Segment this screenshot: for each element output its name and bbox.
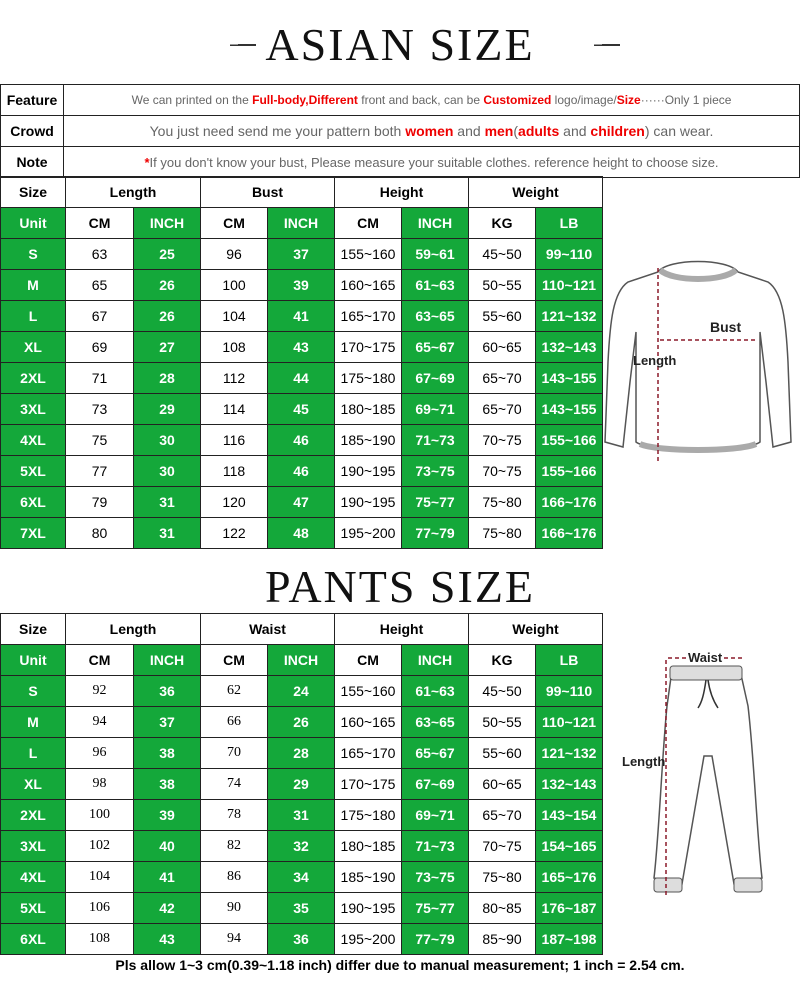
header-length: Length	[66, 177, 201, 208]
note-text: *If you don't know your bust, Please measure your suitable clothes. reference height to choose size.	[64, 147, 800, 178]
table-cell: 100	[66, 800, 134, 831]
table-cell: 39	[268, 270, 335, 301]
table-cell: 154~165	[536, 831, 603, 862]
length-label: Length	[622, 754, 666, 769]
table-cell: 143~155	[536, 363, 603, 394]
unit-6: INCH	[402, 645, 469, 676]
table-cell: 132~143	[536, 769, 603, 800]
table-cell: 175~180	[335, 363, 402, 394]
table-cell: 120	[201, 487, 268, 518]
table-cell: 38	[134, 769, 201, 800]
size-cell: S	[1, 239, 66, 270]
table-cell: 82	[201, 831, 268, 862]
table-cell: 24	[268, 676, 335, 707]
table-cell: 47	[268, 487, 335, 518]
pants-size-table	[0, 613, 603, 955]
table-row	[1, 738, 603, 769]
pants-size-title: PANTS SIZE	[264, 561, 536, 612]
table-cell: 46	[268, 425, 335, 456]
table-cell: 28	[134, 363, 201, 394]
size-cell: XL	[1, 769, 66, 800]
unit-3: CM	[201, 208, 268, 239]
table-cell: 102	[66, 831, 134, 862]
table-cell: 100	[201, 270, 268, 301]
table-cell: 36	[134, 676, 201, 707]
unit-2: INCH	[134, 645, 201, 676]
table-cell: 70~75	[469, 456, 536, 487]
table-cell: 195~200	[335, 518, 402, 549]
table-cell: 180~185	[335, 394, 402, 425]
table-cell: 50~55	[469, 270, 536, 301]
table-cell: 165~170	[335, 301, 402, 332]
table-cell: 71~73	[402, 425, 469, 456]
table-cell: 187~198	[536, 924, 603, 955]
size-cell: 3XL	[1, 394, 66, 425]
table-cell: 80~85	[469, 893, 536, 924]
header-weight: Weight	[469, 614, 603, 645]
table-row	[1, 831, 603, 862]
table-row	[1, 707, 603, 738]
unit-row	[1, 645, 603, 676]
table-cell: 104	[66, 862, 134, 893]
size-cell: M	[1, 707, 66, 738]
unit-5: CM	[335, 645, 402, 676]
unit-4: INCH	[268, 645, 335, 676]
table-row	[1, 301, 603, 332]
title-decoration-right	[594, 44, 620, 46]
table-cell: 59~61	[402, 239, 469, 270]
table-row	[1, 425, 603, 456]
table-cell: 65	[66, 270, 134, 301]
table-cell: 70~75	[469, 831, 536, 862]
table-cell: 96	[201, 239, 268, 270]
unit-1: CM	[66, 645, 134, 676]
table-cell: 70~75	[469, 425, 536, 456]
table-row	[1, 270, 603, 301]
table-cell: 36	[268, 924, 335, 955]
table-cell: 43	[134, 924, 201, 955]
unit-2: INCH	[134, 208, 201, 239]
table-cell: 116	[201, 425, 268, 456]
table-cell: 94	[66, 707, 134, 738]
sweatshirt-diagram	[598, 252, 798, 472]
table-cell: 28	[268, 738, 335, 769]
table-cell: 90	[201, 893, 268, 924]
table-cell: 132~143	[536, 332, 603, 363]
table-cell: 99~110	[536, 239, 603, 270]
crowd-row	[1, 116, 800, 147]
size-cell: 4XL	[1, 862, 66, 893]
header-size: Size	[1, 614, 66, 645]
size-cell: M	[1, 270, 66, 301]
unit-0: Unit	[1, 208, 66, 239]
table-row	[1, 394, 603, 425]
table-cell: 185~190	[335, 425, 402, 456]
table-cell: 143~154	[536, 800, 603, 831]
crowd-label: Crowd	[1, 116, 64, 147]
table-cell: 121~132	[536, 738, 603, 769]
table-cell: 63	[66, 239, 134, 270]
table-cell: 60~65	[469, 769, 536, 800]
table-cell: 170~175	[335, 769, 402, 800]
table-cell: 25	[134, 239, 201, 270]
table-cell: 42	[134, 893, 201, 924]
table-cell: 50~55	[469, 707, 536, 738]
table-cell: 74	[201, 769, 268, 800]
table-cell: 48	[268, 518, 335, 549]
table-cell: 37	[134, 707, 201, 738]
size-cell: L	[1, 738, 66, 769]
unit-6: INCH	[402, 208, 469, 239]
unit-8: LB	[536, 645, 603, 676]
table-cell: 73~75	[402, 456, 469, 487]
table-row	[1, 487, 603, 518]
table-cell: 65~67	[402, 738, 469, 769]
table-cell: 34	[268, 862, 335, 893]
table-cell: 155~166	[536, 425, 603, 456]
table-cell: 166~176	[536, 487, 603, 518]
header-length: Length	[66, 614, 201, 645]
table-cell: 40	[134, 831, 201, 862]
table-row	[1, 924, 603, 955]
table-cell: 63~65	[402, 301, 469, 332]
length-label: Length	[633, 353, 677, 368]
table-cell: 94	[201, 924, 268, 955]
table-cell: 112	[201, 363, 268, 394]
table-cell: 75	[66, 425, 134, 456]
table-cell: 77~79	[402, 518, 469, 549]
table-cell: 195~200	[335, 924, 402, 955]
table-cell: 66	[201, 707, 268, 738]
table-cell: 73	[66, 394, 134, 425]
unit-row	[1, 208, 603, 239]
header-row	[1, 614, 603, 645]
table-cell: 65~67	[402, 332, 469, 363]
table-cell: 55~60	[469, 301, 536, 332]
table-cell: 86	[201, 862, 268, 893]
unit-8: LB	[536, 208, 603, 239]
unit-0: Unit	[1, 645, 66, 676]
size-cell: S	[1, 676, 66, 707]
size-cell: 3XL	[1, 831, 66, 862]
table-cell: 29	[134, 394, 201, 425]
size-cell: 2XL	[1, 363, 66, 394]
header-waist: Waist	[201, 614, 335, 645]
table-cell: 96	[66, 738, 134, 769]
table-cell: 67~69	[402, 769, 469, 800]
table-row	[1, 332, 603, 363]
table-cell: 27	[134, 332, 201, 363]
size-cell: 2XL	[1, 800, 66, 831]
waist-label: Waist	[688, 650, 723, 665]
table-cell: 31	[134, 487, 201, 518]
table-cell: 104	[201, 301, 268, 332]
table-cell: 75~80	[469, 862, 536, 893]
table-row	[1, 456, 603, 487]
table-cell: 75~77	[402, 487, 469, 518]
table-cell: 180~185	[335, 831, 402, 862]
table-cell: 110~121	[536, 270, 603, 301]
bust-label: Bust	[710, 319, 742, 335]
table-cell: 70	[201, 738, 268, 769]
header-height: Height	[335, 614, 469, 645]
table-cell: 45~50	[469, 676, 536, 707]
table-cell: 29	[268, 769, 335, 800]
size-cell: 7XL	[1, 518, 66, 549]
table-cell: 63~65	[402, 707, 469, 738]
table-cell: 62	[201, 676, 268, 707]
table-cell: 77~79	[402, 924, 469, 955]
table-cell: 78	[201, 800, 268, 831]
table-cell: 160~165	[335, 270, 402, 301]
table-cell: 65~70	[469, 394, 536, 425]
table-cell: 69~71	[402, 800, 469, 831]
table-cell: 106	[66, 893, 134, 924]
table-cell: 155~166	[536, 456, 603, 487]
table-row	[1, 800, 603, 831]
table-row	[1, 676, 603, 707]
size-cell: XL	[1, 332, 66, 363]
header-row	[1, 177, 603, 208]
table-cell: 166~176	[536, 518, 603, 549]
table-cell: 44	[268, 363, 335, 394]
table-cell: 26	[268, 707, 335, 738]
table-cell: 67~69	[402, 363, 469, 394]
size-cell: 6XL	[1, 487, 66, 518]
table-cell: 110~121	[536, 707, 603, 738]
table-cell: 98	[66, 769, 134, 800]
table-cell: 121~132	[536, 301, 603, 332]
unit-5: CM	[335, 208, 402, 239]
table-cell: 108	[66, 924, 134, 955]
table-cell: 30	[134, 425, 201, 456]
table-cell: 99~110	[536, 676, 603, 707]
feature-row	[1, 85, 800, 116]
table-cell: 43	[268, 332, 335, 363]
unit-4: INCH	[268, 208, 335, 239]
header-bust: Bust	[201, 177, 335, 208]
table-cell: 170~175	[335, 332, 402, 363]
pants-diagram	[612, 646, 792, 916]
header-weight: Weight	[469, 177, 603, 208]
table-cell: 114	[201, 394, 268, 425]
table-cell: 108	[201, 332, 268, 363]
table-cell: 85~90	[469, 924, 536, 955]
table-cell: 185~190	[335, 862, 402, 893]
table-cell: 75~77	[402, 893, 469, 924]
table-cell: 122	[201, 518, 268, 549]
footer-note: Pls allow 1~3 cm(0.39~1.18 inch) differ due to manual measurement; 1 inch = 2.54 cm.	[115, 957, 685, 973]
size-cell: L	[1, 301, 66, 332]
table-cell: 77	[66, 456, 134, 487]
table-cell: 41	[134, 862, 201, 893]
size-cell: 5XL	[1, 456, 66, 487]
table-cell: 190~195	[335, 893, 402, 924]
note-row	[1, 147, 800, 178]
table-cell: 75~80	[469, 518, 536, 549]
crowd-text: You just need send me your pattern both women and men(adults and children) can wear.	[64, 116, 800, 147]
table-cell: 71~73	[402, 831, 469, 862]
table-cell: 55~60	[469, 738, 536, 769]
table-row	[1, 363, 603, 394]
header-size: Size	[1, 177, 66, 208]
table-cell: 26	[134, 270, 201, 301]
table-cell: 32	[268, 831, 335, 862]
table-row	[1, 239, 603, 270]
table-row	[1, 893, 603, 924]
table-cell: 190~195	[335, 456, 402, 487]
feature-label: Feature	[1, 85, 64, 116]
table-cell: 118	[201, 456, 268, 487]
table-cell: 79	[66, 487, 134, 518]
table-cell: 26	[134, 301, 201, 332]
table-cell: 80	[66, 518, 134, 549]
table-cell: 69	[66, 332, 134, 363]
table-row	[1, 769, 603, 800]
unit-7: KG	[469, 208, 536, 239]
table-cell: 165~170	[335, 738, 402, 769]
table-row	[1, 862, 603, 893]
table-cell: 37	[268, 239, 335, 270]
table-cell: 30	[134, 456, 201, 487]
unit-7: KG	[469, 645, 536, 676]
table-cell: 155~160	[335, 239, 402, 270]
table-cell: 61~63	[402, 270, 469, 301]
table-cell: 143~155	[536, 394, 603, 425]
header-height: Height	[335, 177, 469, 208]
table-cell: 65~70	[469, 800, 536, 831]
size-cell: 6XL	[1, 924, 66, 955]
table-cell: 31	[134, 518, 201, 549]
table-cell: 41	[268, 301, 335, 332]
table-cell: 75~80	[469, 487, 536, 518]
table-cell: 65~70	[469, 363, 536, 394]
table-cell: 60~65	[469, 332, 536, 363]
table-cell: 38	[134, 738, 201, 769]
note-label: Note	[1, 147, 64, 178]
feature-text: We can printed on the Full-body,Different front and back, can be Customized logo/image/Size······Only 1 piece	[64, 85, 800, 116]
unit-1: CM	[66, 208, 134, 239]
table-cell: 165~176	[536, 862, 603, 893]
info-table	[0, 84, 800, 178]
table-cell: 160~165	[335, 707, 402, 738]
table-cell: 67	[66, 301, 134, 332]
table-cell: 71	[66, 363, 134, 394]
table-cell: 175~180	[335, 800, 402, 831]
table-cell: 45~50	[469, 239, 536, 270]
table-cell: 92	[66, 676, 134, 707]
size-cell: 4XL	[1, 425, 66, 456]
table-cell: 190~195	[335, 487, 402, 518]
table-cell: 31	[268, 800, 335, 831]
unit-3: CM	[201, 645, 268, 676]
size-cell: 5XL	[1, 893, 66, 924]
table-cell: 176~187	[536, 893, 603, 924]
table-cell: 45	[268, 394, 335, 425]
table-row	[1, 518, 603, 549]
table-cell: 155~160	[335, 676, 402, 707]
table-cell: 61~63	[402, 676, 469, 707]
shirt-size-table	[0, 176, 603, 549]
table-cell: 39	[134, 800, 201, 831]
table-cell: 35	[268, 893, 335, 924]
table-cell: 73~75	[402, 862, 469, 893]
table-cell: 46	[268, 456, 335, 487]
asian-size-title: ASIAN SIZE	[265, 19, 535, 70]
table-cell: 69~71	[402, 394, 469, 425]
